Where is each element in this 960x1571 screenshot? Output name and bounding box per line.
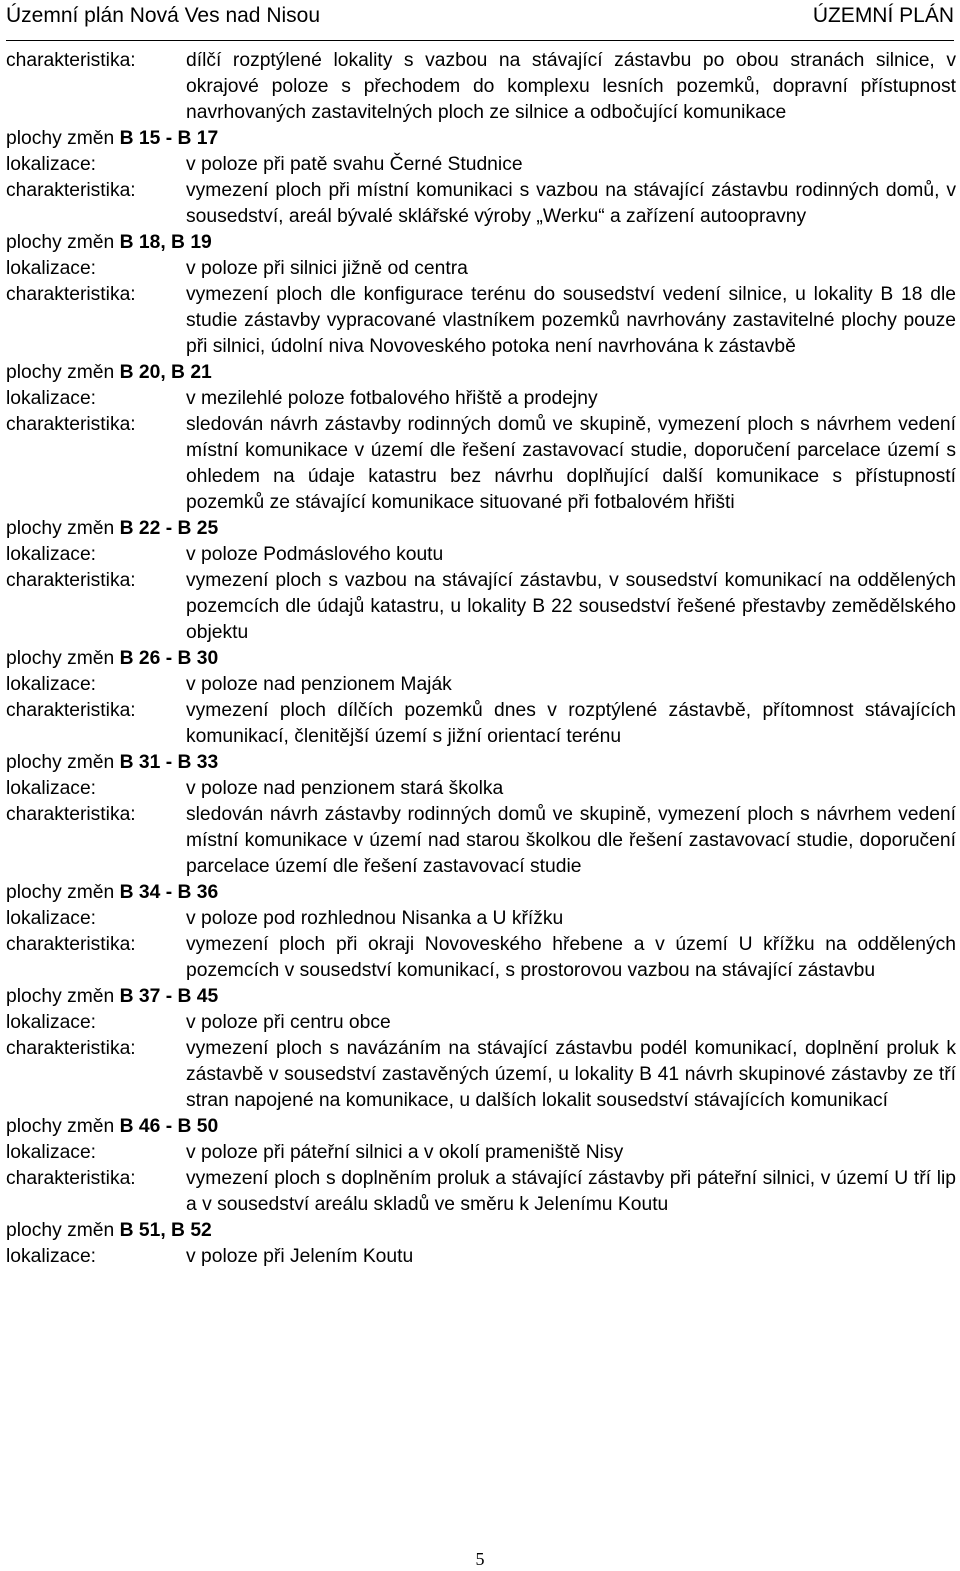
lokalizace-text: v poloze při centru obce bbox=[186, 1012, 391, 1033]
plochy-code: B 46 - B 50 bbox=[119, 1116, 219, 1137]
charakteristika-label: charakteristika: bbox=[6, 700, 136, 721]
charakteristika-text: sledován návrh zástavby rodinných domů ve skupině, vymezení ploch s návrhem vedení místní komunikace v území nad starou školkou dle řešení zastavovací studie, doporučení parcelace území dle řešení zastavovací studie bbox=[186, 804, 956, 877]
charakteristika-text: vymezení ploch při okraji Novoveského hřebene a v území U křížku na oddělených pozemcích v sousedství komunikací, s prostorovou vazbou na stávající zástavbu bbox=[186, 934, 956, 981]
plochy-label: plochy změn bbox=[6, 752, 115, 773]
lokalizace-row bbox=[6, 386, 956, 412]
charakteristika-row bbox=[6, 1036, 956, 1114]
lokalizace-text: v poloze při páteřní silnici a v okolí prameniště Nisy bbox=[186, 1142, 624, 1163]
lokalizace-row bbox=[6, 1140, 956, 1166]
charakteristika-row bbox=[6, 568, 956, 646]
plochy-code: B 31 - B 33 bbox=[119, 752, 219, 773]
plochy-heading bbox=[6, 646, 956, 672]
plochy-code: B 26 - B 30 bbox=[119, 648, 219, 669]
lokalizace-label: lokalizace: bbox=[6, 674, 97, 695]
charakteristika-text: vymezení ploch dílčích pozemků dnes v rozptýlené zástavbě, přítomnost stávajících komunikací, členitější území s jižní orientací terénu bbox=[186, 700, 956, 747]
plochy-heading bbox=[6, 360, 956, 386]
charakteristika-row bbox=[6, 1166, 956, 1218]
lokalizace-label: lokalizace: bbox=[6, 1012, 97, 1033]
plochy-heading bbox=[6, 230, 956, 256]
lokalizace-label: lokalizace: bbox=[6, 778, 97, 799]
charakteristika-text: vymezení ploch s vazbou na stávající zástavbu, v sousedství komunikací na oddělených pozemcích dle údajů katastru, u lokality B 22 sousedství řešené přestavby zemědělského objektu bbox=[186, 570, 956, 643]
charakteristika-row bbox=[6, 932, 956, 984]
plochy-heading bbox=[6, 1114, 956, 1140]
lokalizace-label: lokalizace: bbox=[6, 388, 97, 409]
lokalizace-row bbox=[6, 1010, 956, 1036]
plochy-label: plochy změn bbox=[6, 232, 115, 253]
plochy-label: plochy změn bbox=[6, 1116, 115, 1137]
document-title: Územní plán Nová Ves nad Nisou bbox=[6, 4, 321, 27]
lokalizace-label: lokalizace: bbox=[6, 908, 97, 929]
lokalizace-label: lokalizace: bbox=[6, 1142, 97, 1163]
charakteristika-text: vymezení ploch při místní komunikaci s vazbou na stávající zástavbu rodinných domů, v sousedství, areál bývalé sklářské výroby „Werku“ a zařízení autoopravny bbox=[186, 180, 956, 227]
charakteristika-row bbox=[6, 178, 956, 230]
plochy-label: plochy změn bbox=[6, 648, 115, 669]
charakteristika-row bbox=[6, 412, 956, 516]
plochy-label: plochy změn bbox=[6, 518, 115, 539]
lokalizace-row bbox=[6, 152, 956, 178]
lokalizace-text: v poloze pod rozhlednou Nisanka a U křížku bbox=[186, 908, 564, 929]
charakteristika-label: charakteristika: bbox=[6, 1168, 136, 1189]
plochy-code: B 18, B 19 bbox=[119, 232, 212, 253]
lokalizace-row bbox=[6, 906, 956, 932]
charakteristika-text: vymezení ploch s navázáním na stávající zástavbu podél komunikací, doplnění proluk k zástavbě v sousedství zastavěných území, u lokality B 41 návrh skupinové zástavby ze tří stran napojené na komunikace, u dalších lokalit sousedství stávajících komunikací bbox=[186, 1038, 956, 1111]
intro-charakteristika-row bbox=[6, 48, 956, 126]
lokalizace-row bbox=[6, 1244, 956, 1270]
page-header bbox=[6, 0, 954, 41]
plochy-code: B 15 - B 17 bbox=[119, 128, 219, 149]
lokalizace-text: v poloze nad penzionem Maják bbox=[186, 674, 452, 695]
plochy-label: plochy změn bbox=[6, 1220, 115, 1241]
plochy-heading bbox=[6, 516, 956, 542]
charakteristika-row bbox=[6, 282, 956, 360]
lokalizace-label: lokalizace: bbox=[6, 258, 97, 279]
plochy-code: B 37 - B 45 bbox=[119, 986, 219, 1007]
plochy-code: B 20, B 21 bbox=[119, 362, 212, 383]
charakteristika-row bbox=[6, 698, 956, 750]
lokalizace-text: v poloze nad penzionem stará školka bbox=[186, 778, 504, 799]
plochy-code: B 51, B 52 bbox=[119, 1220, 212, 1241]
lokalizace-row bbox=[6, 776, 956, 802]
lokalizace-label: lokalizace: bbox=[6, 154, 97, 175]
plochy-code: B 34 - B 36 bbox=[119, 882, 219, 903]
charakteristika-text: sledován návrh zástavby rodinných domů ve skupině, vymezení ploch s návrhem vedení místní komunikace v území dle řešení zastavovací studie, doporučení parcelace území s ohledem na údaje katastru bez návrhu doplňující další komunikace s přístupností pozemků ze stávající komunikace situované při fotbalovém hřišti bbox=[186, 414, 956, 513]
lokalizace-label: lokalizace: bbox=[6, 1246, 97, 1267]
charakteristika-label: charakteristika: bbox=[6, 934, 136, 955]
charakteristika-label: charakteristika: bbox=[6, 570, 136, 591]
plochy-label: plochy změn bbox=[6, 362, 115, 383]
charakteristika-row bbox=[6, 802, 956, 880]
document-body bbox=[6, 48, 956, 1270]
charakteristika-label: charakteristika: bbox=[6, 284, 136, 305]
charakteristika-label: charakteristika: bbox=[6, 1038, 136, 1059]
plochy-heading bbox=[6, 1218, 956, 1244]
lokalizace-text: v poloze Podmáslového koutu bbox=[186, 544, 444, 565]
lokalizace-text: v mezilehlé poloze fotbalového hřiště a prodejny bbox=[186, 388, 598, 409]
charakteristika-text: vymezení ploch s doplněním proluk a stávající zástavby při páteřní silnici, v území U tří lip a v sousedství areálu skladů ve směru k Jelenímu Koutu bbox=[186, 1168, 956, 1215]
plochy-label: plochy změn bbox=[6, 986, 115, 1007]
charakteristika-text: vymezení ploch dle konfigurace terénu do sousedství vedení silnice, u lokality B 18 dle studie zástavby vypracované vlastníkem pozemků navrhovány zastavitelné plochy pouze při silnici, údolní niva Novoveského potoka není navrhována k zástavbě bbox=[186, 284, 956, 357]
lokalizace-row bbox=[6, 672, 956, 698]
plochy-heading bbox=[6, 126, 956, 152]
charakteristika-label: charakteristika: bbox=[6, 804, 136, 825]
plochy-label: plochy změn bbox=[6, 128, 115, 149]
plochy-heading bbox=[6, 880, 956, 906]
charakteristika-label: charakteristika: bbox=[6, 414, 136, 435]
lokalizace-text: v poloze při patě svahu Černé Studnice bbox=[186, 154, 523, 175]
plochy-label: plochy změn bbox=[6, 882, 115, 903]
plochy-heading bbox=[6, 984, 956, 1010]
charakteristika-label: charakteristika: bbox=[6, 50, 136, 71]
lokalizace-text: v poloze při silnici jižně od centra bbox=[186, 258, 468, 279]
lokalizace-label: lokalizace: bbox=[6, 544, 97, 565]
charakteristika-text: dílčí rozptýlené lokality s vazbou na stávající zástavbu po obou stranách silnice, v okrajové poloze s přechodem do komplexu lesních pozemků, dopravní přístupnost navrhovaných zastavitelných ploch ze silnice a odbočující komunikace bbox=[186, 50, 956, 123]
page-number: 5 bbox=[475, 1549, 485, 1569]
lokalizace-text: v poloze při Jelením Koutu bbox=[186, 1246, 414, 1267]
section-title: ÚZEMNÍ PLÁN bbox=[812, 4, 954, 27]
lokalizace-row bbox=[6, 542, 956, 568]
charakteristika-label: charakteristika: bbox=[6, 180, 136, 201]
plochy-heading bbox=[6, 750, 956, 776]
lokalizace-row bbox=[6, 256, 956, 282]
plochy-code: B 22 - B 25 bbox=[119, 518, 219, 539]
